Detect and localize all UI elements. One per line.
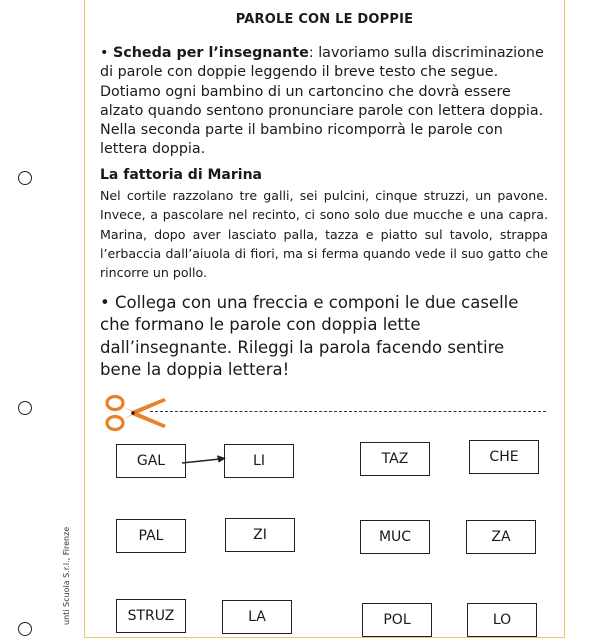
cut-line xyxy=(150,411,546,412)
page-title: PAROLE CON LE DOPPIE xyxy=(235,12,414,27)
exercise-instruction: • Collega con una freccia e componi le due caselle che formano le parole con doppia lette dall’insegnante. Rileggi la parola facendo sentire bene la doppia lettera! xyxy=(100,293,519,379)
bullet: • xyxy=(100,45,109,61)
binder-hole xyxy=(18,622,32,636)
story-title: La fattoria di Marina xyxy=(100,167,262,183)
syllable-card[interactable]: PAL xyxy=(116,519,186,553)
syllable-card[interactable]: LO xyxy=(467,603,537,637)
teacher-note xyxy=(100,44,550,160)
syllable-card[interactable]: MUC xyxy=(360,520,430,554)
story-text: Nel cortile razzolano tre galli, sei pulcini, cinque struzzi, un pavone. Invece, a pascolare nel recinto, ci sono solo due mucche e una capra. Marina, dopo aver lasciato palla, tazza e piatto sul tavolo, strappa l’erbaccia dall’aiuola di fiori, ma si ferma quando vede il suo gatto che rincorre un pollo. xyxy=(100,188,548,281)
arrow-icon xyxy=(180,452,228,466)
syllable-card[interactable]: POL xyxy=(362,603,432,637)
syllable-card[interactable]: ZA xyxy=(466,520,536,554)
teacher-note-text: : lavoriamo sulla discriminazione di parole con doppie leggendo il breve testo che segue. Dotiamo ogni bambino di un cartoncino che dovrà essere alzato quando sentono pronunciare parole con lettera doppia. Nella seconda parte il bambino ricomporrà le parole con lettera doppia. xyxy=(100,45,544,158)
scissors-icon xyxy=(102,394,168,432)
syllable-card[interactable]: STRUZ xyxy=(116,599,186,633)
publisher-credit-text: unti Scuola S.r.l., Firenze xyxy=(62,526,71,625)
syllable-card[interactable]: LA xyxy=(222,600,292,634)
syllable-card[interactable]: LI xyxy=(224,444,294,478)
publisher-credit xyxy=(62,515,78,625)
syllable-card[interactable]: GAL xyxy=(116,444,186,478)
syllable-card[interactable]: ZI xyxy=(225,518,295,552)
syllable-card[interactable]: CHE xyxy=(469,440,539,474)
teacher-note-label: Scheda per l’insegnante xyxy=(112,45,309,61)
syllable-card[interactable]: TAZ xyxy=(360,442,430,476)
binder-hole xyxy=(18,171,32,185)
binder-hole xyxy=(18,401,32,415)
